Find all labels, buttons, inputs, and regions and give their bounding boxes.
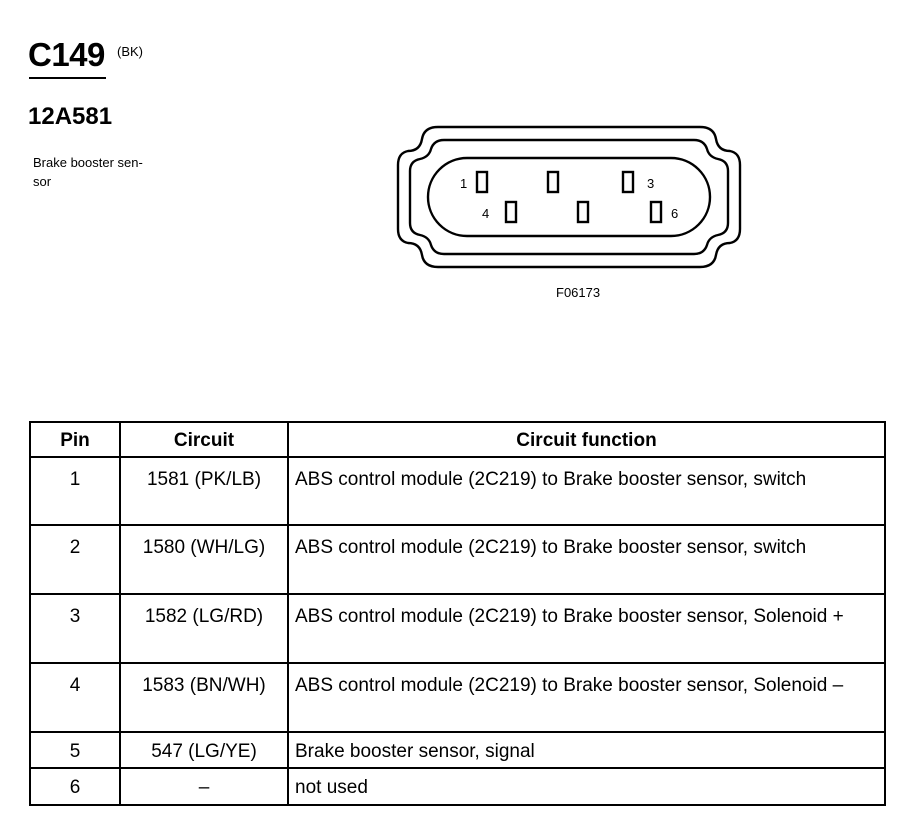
circuit-cell: – (120, 768, 288, 805)
pin-cell: 4 (30, 663, 120, 732)
function-cell: ABS control module (2C219) to Brake booster sensor, switch (288, 457, 885, 525)
pin-cell: 5 (30, 732, 120, 768)
pin-terminal-4 (506, 202, 516, 222)
circuit-cell: 1580 (WH/LG) (120, 525, 288, 594)
circuit-cell: 547 (LG/YE) (120, 732, 288, 768)
table-row (30, 732, 885, 768)
part-number: 12A581 (28, 103, 113, 130)
connector-inner-cavity (428, 158, 710, 236)
table-row (30, 525, 885, 594)
pin-label-3: 3 (647, 176, 655, 191)
connector-color: (BK) (117, 44, 143, 59)
pin-terminal-1 (477, 172, 487, 192)
function-cell: ABS control module (2C219) to Brake booster sensor, Solenoid – (288, 663, 885, 732)
pin-terminal-2 (548, 172, 558, 192)
function-cell: Brake booster sensor, signal (288, 732, 885, 768)
pinout-table (29, 421, 886, 806)
description-line: sor (33, 174, 52, 189)
pin-cell: 6 (30, 768, 120, 805)
description-line: Brake booster sen- (33, 155, 143, 170)
title-rule (29, 77, 106, 79)
pin-terminal-6 (651, 202, 661, 222)
connector-outer-shell (398, 127, 740, 267)
connector-diagram (396, 125, 742, 270)
function-cell: not used (288, 768, 885, 805)
circuit-cell: 1581 (PK/LB) (120, 457, 288, 525)
pin-label-1: 1 (460, 176, 468, 191)
header-circuit-function: Circuit function (288, 422, 885, 457)
pin-terminal-3 (623, 172, 633, 192)
header-pin: Pin (30, 422, 120, 457)
pin-label-6: 6 (671, 206, 679, 221)
pin-terminal-5 (578, 202, 588, 222)
table-row (30, 457, 885, 525)
table-header-row (30, 422, 885, 457)
function-cell: ABS control module (2C219) to Brake booster sensor, switch (288, 525, 885, 594)
pin-cell: 3 (30, 594, 120, 663)
table-row (30, 768, 885, 805)
function-cell: ABS control module (2C219) to Brake booster sensor, Solenoid + (288, 594, 885, 663)
figure-id: F06173 (556, 285, 601, 300)
header-circuit: Circuit (120, 422, 288, 457)
pin-cell: 2 (30, 525, 120, 594)
circuit-cell: 1582 (LG/RD) (120, 594, 288, 663)
connector-id: C149 (28, 36, 105, 73)
circuit-cell: 1583 (BN/WH) (120, 663, 288, 732)
table-row (30, 663, 885, 732)
component-description (33, 153, 183, 191)
pin-cell: 1 (30, 457, 120, 525)
pin-label-4: 4 (482, 206, 490, 221)
table-row (30, 594, 885, 663)
